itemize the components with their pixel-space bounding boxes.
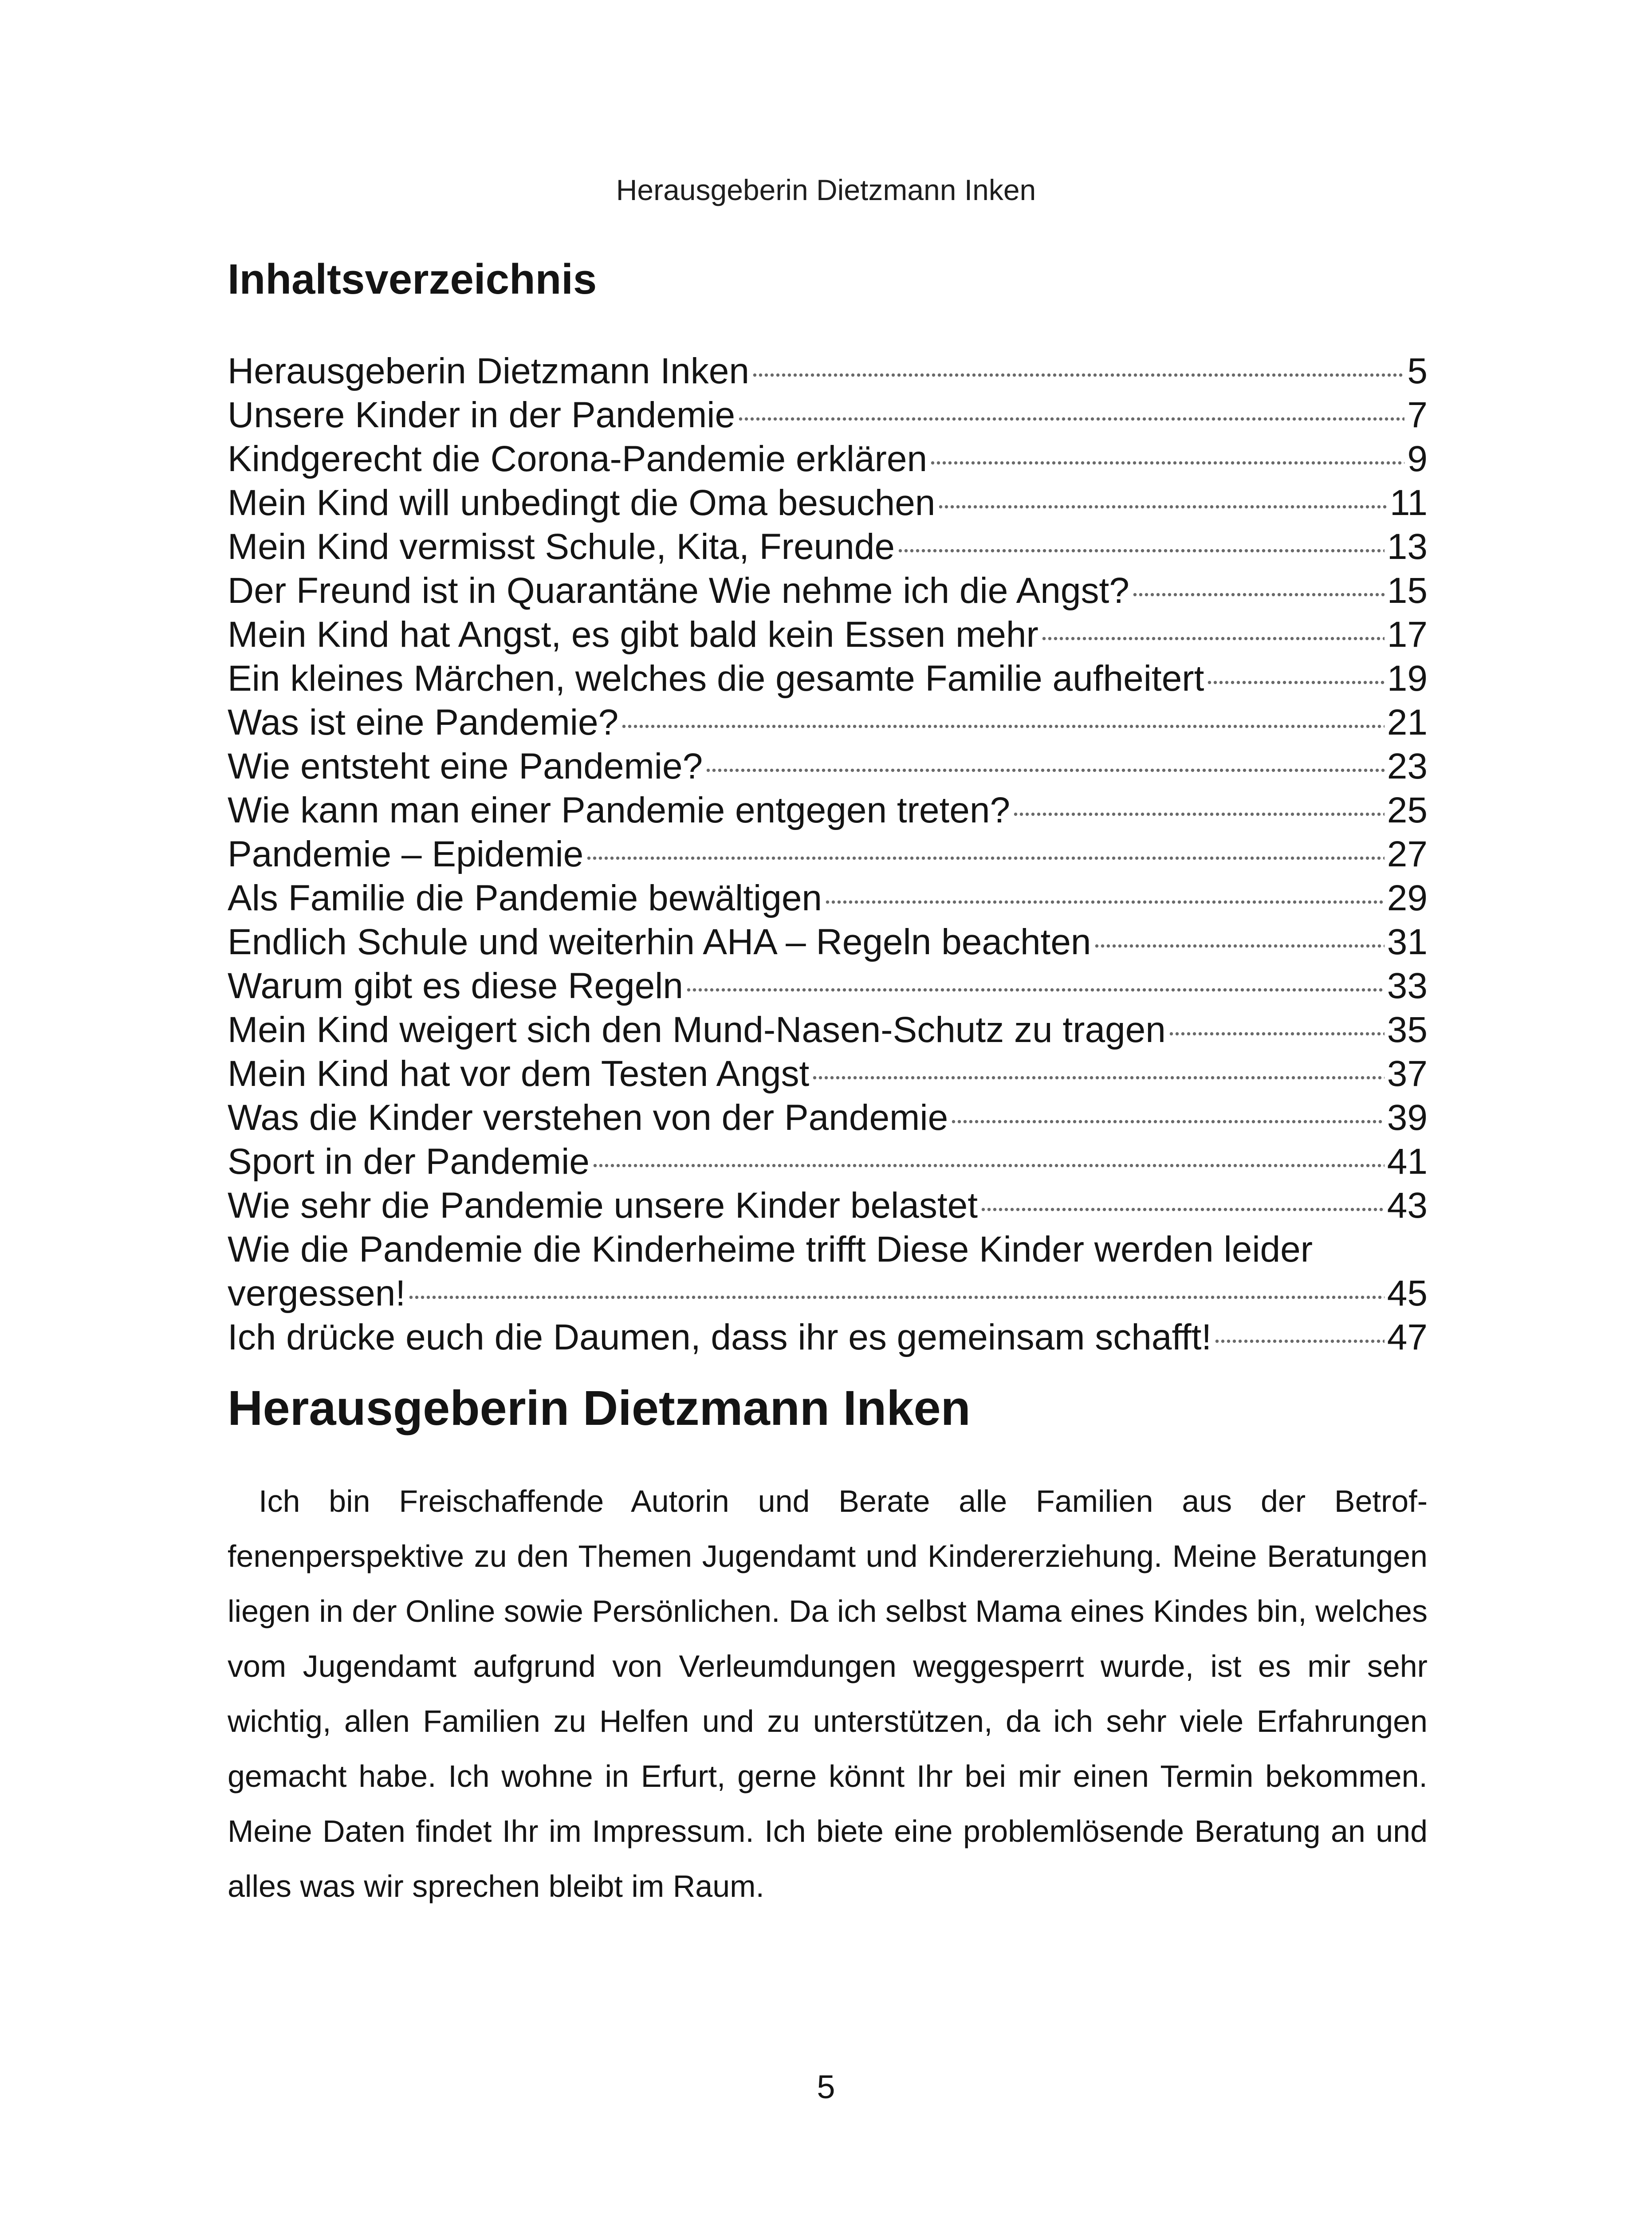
running-header: Herausgeberin Dietzmann Inken: [616, 173, 1036, 206]
body-paragraph: Ich bin Freischaffende Autorin und Berate alle Familien aus der Betroffenenperspektive zu den Themen Jugendamt und Kindererziehung. Meine Beratungen liegen in der Online sowie Persönlichen. Da ich selbst Mama eines Kindes bin, welches vom Jugendamt aufgrund von Verleumdungen weggesperrt wurde, ist es mir sehr wichtig, allen Familien zu Helfen und zu unterstützen, da ich sehr viele Erfahrungen gemacht habe. Ich wohne in Erfurt, gerne könnt Ihr bei mir einen Termin bekommen. Meine Daten findet Ihr im Impressum. Ich biete eine problemlösende Beratung an und alles was wir sprechen bleibt im Raum.: [228, 1484, 1428, 1903]
toc-entry-page: 29: [1387, 878, 1428, 918]
toc-entry-page: 7: [1407, 395, 1428, 435]
toc-entry-title: Warum gibt es diese Regeln: [228, 966, 684, 1006]
dot-leader: [897, 548, 1385, 554]
toc-entry-title: Was ist eine Pandemie?: [228, 702, 619, 743]
dot-leader: [1041, 636, 1385, 642]
toc-entry-title: Mein Kind will unbedingt die Oma besuchen: [228, 483, 936, 523]
toc-entry-page: 25: [1387, 790, 1428, 830]
page-number: 5: [817, 2069, 835, 2105]
toc-entry: [228, 1315, 1428, 1359]
dot-leader: [1132, 592, 1385, 598]
toc-entry-title: Wie die Pandemie die Kinderheime trifft Diese Kinder werden leider: [228, 1229, 1313, 1270]
dot-leader: [1168, 1031, 1385, 1037]
toc-entry-title: Wie entsteht eine Pandemie?: [228, 746, 703, 787]
dot-leader: [1094, 943, 1385, 949]
toc-entry-title: Mein Kind vermisst Schule, Kita, Freunde: [228, 527, 895, 567]
toc-entry: [228, 349, 1428, 393]
toc-entry-title: Mein Kind hat Angst, es gibt bald kein Essen mehr: [228, 614, 1038, 655]
toc-entry: [228, 1140, 1428, 1184]
toc-entry: [228, 613, 1428, 657]
toc-entry: [228, 481, 1428, 525]
toc-entry: [228, 1227, 1428, 1315]
toc-title: Inhaltsverzeichnis: [228, 256, 597, 303]
toc-entry: [228, 525, 1428, 569]
toc-entry-title: Endlich Schule und weiterhin AHA – Regeln beachten: [228, 922, 1091, 962]
toc-entry-title: Mein Kind weigert sich den Mund-Nasen-Schutz zu tragen: [228, 1010, 1166, 1050]
toc-entry-title: Pandemie – Epidemie: [228, 834, 584, 874]
toc-entry-title: Was die Kinder verstehen von der Pandemie: [228, 1097, 948, 1138]
toc-entry: [228, 1008, 1428, 1052]
toc-entry-title: Der Freund ist in Quarantäne Wie nehme ich die Angst?: [228, 570, 1129, 611]
toc-entry: [228, 876, 1428, 920]
toc-entry: [228, 744, 1428, 788]
dot-leader: [812, 1075, 1385, 1081]
toc-entry-page: 23: [1387, 746, 1428, 787]
toc-entry-page: 17: [1387, 614, 1428, 655]
toc-entry-title: Ein kleines Märchen, welches die gesamte Familie aufheitert: [228, 658, 1204, 699]
toc-entry: [228, 700, 1428, 744]
toc-entry: [228, 437, 1428, 481]
toc-entry-page: 11: [1389, 483, 1428, 523]
toc-entry: [228, 920, 1428, 964]
toc-entry: [228, 569, 1428, 613]
table-of-contents: [228, 349, 1428, 1359]
toc-entry-page: 21: [1387, 702, 1428, 743]
toc-entry-page: 15: [1387, 570, 1428, 611]
toc-entry-page: 35: [1387, 1010, 1428, 1050]
toc-entry-title: Wie kann man einer Pandemie entgegen treten?: [228, 790, 1011, 830]
dot-leader: [408, 1294, 1385, 1301]
toc-entry-title: Als Familie die Pandemie bewältigen: [228, 878, 822, 918]
dot-leader: [930, 460, 1404, 466]
toc-entry-page: 41: [1387, 1141, 1428, 1182]
toc-entry-title: Kindgerecht die Corona-Pandemie erklären: [228, 439, 928, 479]
toc-entry: [228, 832, 1428, 876]
toc-entry-title: Sport in der Pandemie: [228, 1141, 590, 1182]
toc-entry: [228, 1052, 1428, 1096]
toc-entry: [228, 788, 1428, 832]
dot-leader: [1207, 680, 1384, 686]
toc-entry: [228, 657, 1428, 700]
toc-entry-page: 39: [1387, 1097, 1428, 1138]
toc-entry: [228, 393, 1428, 437]
toc-entry: [228, 1184, 1428, 1227]
section-heading: Herausgeberin Dietzmann Inken: [228, 1381, 971, 1435]
toc-entry-title: Ich drücke euch die Daumen, dass ihr es gemeinsam schafft!: [228, 1317, 1212, 1357]
toc-entry-page: 37: [1387, 1054, 1428, 1094]
dot-leader: [980, 1207, 1385, 1213]
toc-entry-page: 47: [1387, 1317, 1428, 1357]
dot-leader: [938, 504, 1387, 510]
dot-leader: [1013, 811, 1385, 818]
toc-entry-page: 45: [1387, 1273, 1428, 1313]
dot-leader: [592, 1163, 1385, 1169]
toc-entry-page: 33: [1387, 966, 1428, 1006]
toc-entry-title: Mein Kind hat vor dem Testen Angst: [228, 1054, 810, 1094]
dot-leader: [705, 767, 1385, 774]
toc-entry-title: Wie sehr die Pandemie unsere Kinder belastet: [228, 1185, 978, 1226]
toc-entry-title: Herausgeberin Dietzmann Inken: [228, 351, 749, 391]
toc-entry-page: 9: [1407, 439, 1428, 479]
toc-entry-page: 19: [1387, 658, 1428, 699]
dot-leader: [1214, 1338, 1385, 1345]
toc-entry-title-continued: vergessen!: [228, 1273, 406, 1313]
toc-entry: [228, 1096, 1428, 1140]
dot-leader: [686, 987, 1385, 993]
toc-entry-page: 43: [1387, 1185, 1428, 1226]
dot-leader: [951, 1119, 1385, 1125]
dot-leader: [825, 899, 1385, 905]
dot-leader: [621, 724, 1385, 730]
toc-entry-page: 5: [1407, 351, 1428, 391]
dot-leader: [752, 372, 1404, 378]
toc-entry: [228, 964, 1428, 1008]
toc-entry-title: Unsere Kinder in der Pandemie: [228, 395, 736, 435]
toc-entry-page: 31: [1387, 922, 1428, 962]
dot-leader: [586, 855, 1385, 861]
toc-entry-page: 13: [1387, 527, 1428, 567]
toc-entry-page: 27: [1387, 834, 1428, 874]
dot-leader: [738, 416, 1404, 422]
